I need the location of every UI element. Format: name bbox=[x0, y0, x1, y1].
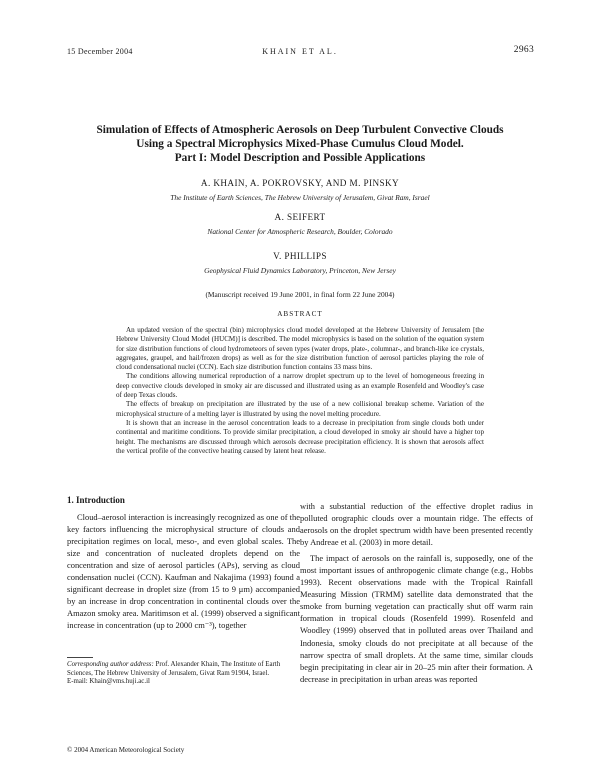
abstract-paragraph: It is shown that an increase in the aerosol concentration leads to a decrease in precipitation from single clouds both under continental and maritime conditions. To provide similar precipitation, a cloud developed in smoky air should have a higher top height. The mechanisms are discussed through which aerosols decrease precipitation efficiency. It is shown that aerosols affect the vertical profile of the convective heating caused by latent heat release. bbox=[116, 418, 484, 455]
abstract-paragraph: An updated version of the spectral (bin) microphysics cloud model developed at the Hebrew University of Jerusalem [the Hebrew University Cloud Model (HUCM)] is described. The model microphysics is based on the solution of the equation system for size distribution functions of cloud hydrometeors of seven types (water drops, plate-, columnar-, and branch-like ice crystals, aggregates, graupel, and hail/frozen drops) as well as for the size distribution function of aerosol particles playing the role of cloud condensational nuclei (CCN). Each size distribution function contains 33 mass bins. bbox=[116, 326, 484, 372]
intro-paragraph: Cloud–aerosol interaction is increasingly recognized as one of the key factors influencing the microphysical structure of clouds and precipitation regimes on local, meso-, and even global scales. The size and concentration of nucleated droplets depend on the concentration and size of aerosol particles (APs), serving as cloud condensation nuclei (CCN). Kaufman and Nakajima (1993) found a significant decrease in droplet size (from 15 to 9 μm) accompanied by an increase in drop concentration in continental clouds over the Amazon smoky area. Maritimson et al. (1999) observed a significant increase in concentration (up to 2000 cm⁻³), together bbox=[67, 512, 300, 631]
section-heading-introduction: 1. Introduction bbox=[67, 495, 125, 505]
intro-paragraph: The impact of aerosols on the rainfall is, supposedly, one of the most important issues of anthropogenic climate change (e.g., Hobbs 1993). Recent observations made with the Tropical Rainfall Measuring Mission (TRMM) satellite data demonstrated that the smoke from burning vegetation can practically shut off warm rain formation in tropical clouds (Rosenfeld 1999). Rosenfeld and Woodley (1999) observed that in polluted areas over Thailand and Indonesia, smoky clouds do not precipitate at all because of the narrow spectra of small droplets. At the same time, similar clouds begin precipitating in clear air in 20–25 min after their formation. A decrease in precipitation in urban areas was reported bbox=[300, 553, 533, 684]
paper-title-line-2: Using a Spectral Microphysics Mixed-Phase Cumulus Cloud Model. bbox=[136, 138, 464, 150]
manuscript-dates: (Manuscript received 19 June 2001, in final form 22 June 2004) bbox=[205, 290, 395, 299]
footnote-address: Prof. Alexander Khain, The Institute of Earth Sciences, The Hebrew University of Jerusalem, Givat Ram 91904, Israel. bbox=[67, 661, 281, 677]
footnote-label: Corresponding author address: bbox=[67, 661, 154, 668]
abstract-heading: ABSTRACT bbox=[277, 310, 323, 318]
body-column-left bbox=[67, 511, 300, 631]
author-affiliation-2: National Center for Atmospheric Research, Boulder, Colorado bbox=[207, 227, 393, 236]
corresponding-author-footnote bbox=[67, 661, 297, 687]
abstract-paragraph: The conditions allowing numerical reproduction of a narrow droplet spectrum up to the level of homogeneous freezing in deep convective clouds developed in smoky air are discussed and illustrated using as an example Rosenfeld and Woodley's case of deep Texas clouds. bbox=[116, 372, 484, 400]
author-names-2: A. SEIFERT bbox=[274, 212, 326, 222]
footnote-divider bbox=[67, 657, 93, 658]
paper-title-line-3: Part I: Model Description and Possible Applications bbox=[174, 152, 426, 164]
author-affiliation-1: The Institute of Earth Sciences, The Hebrew University of Jerusalem, Givat Ram, Israel bbox=[170, 193, 430, 202]
copyright-notice: © 2004 American Meteorological Society bbox=[67, 746, 185, 754]
abstract-paragraph: The effects of breakup on precipitation are illustrated by the use of a new collisional breakup scheme. Variation of the microphysical structure of a melting layer is illustrated by using the novel melting procedure. bbox=[116, 400, 484, 418]
running-header-date: 15 December 2004 bbox=[67, 47, 133, 56]
body-column-right bbox=[300, 500, 533, 685]
author-names-1: A. KHAIN, A. POKROVSKY, AND M. PINSKY bbox=[200, 178, 400, 188]
page-number: 2963 bbox=[513, 45, 534, 55]
paper-title-line-1: Simulation of Effects of Atmospheric Aerosols on Deep Turbulent Convective Clouds bbox=[96, 124, 504, 136]
abstract-body bbox=[116, 326, 484, 456]
running-header-author: KHAIN ET AL. bbox=[262, 47, 338, 56]
author-affiliation-3: Geophysical Fluid Dynamics Laboratory, Princeton, New Jersey bbox=[204, 266, 396, 275]
author-names-3: V. PHILLIPS bbox=[273, 251, 327, 261]
footnote-email: E-mail: Khain@vms.huji.ac.il bbox=[67, 678, 150, 686]
intro-paragraph-continued: with a substantial reduction of the effective droplet radius in polluted orographic clouds over a mountain ridge. The effects of aerosols on the droplet spectrum width have been presented recently by Andreae et al. (2003) in more detail. bbox=[300, 501, 533, 548]
